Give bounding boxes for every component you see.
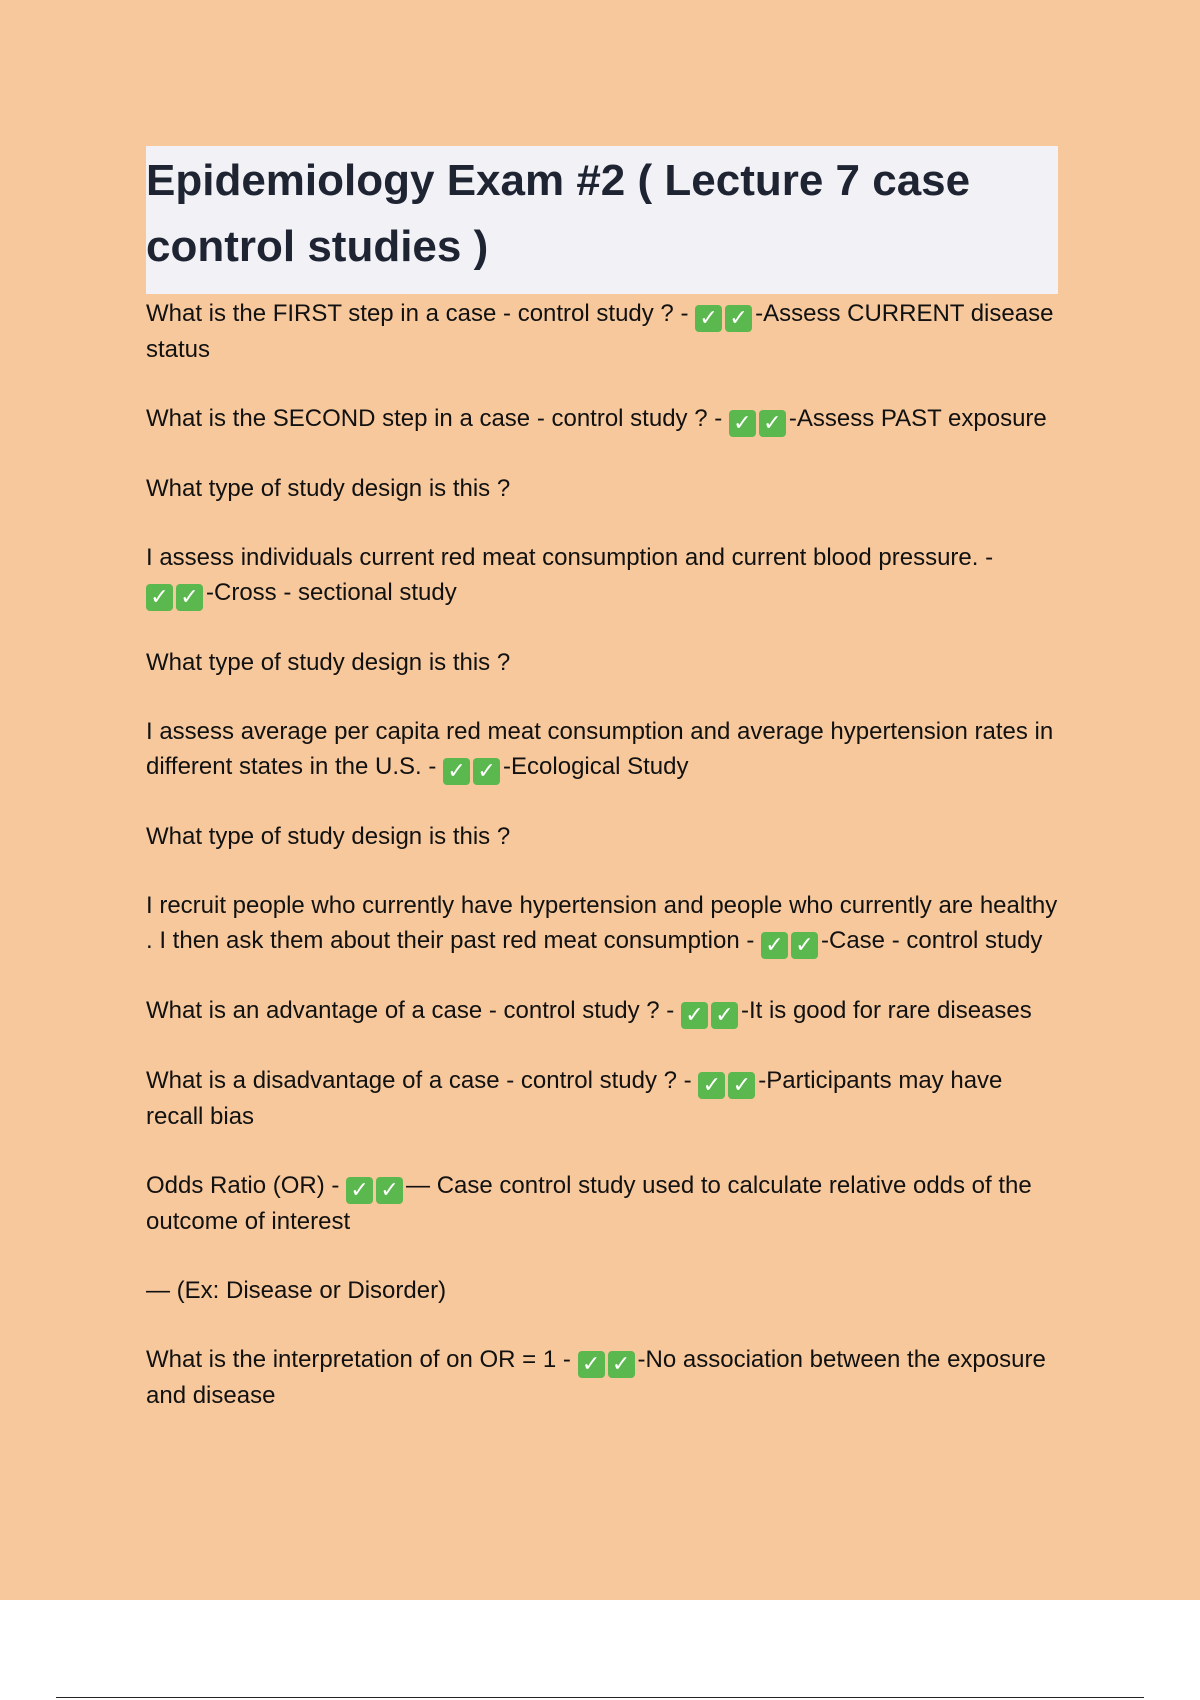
entry-answer: — Case control study used to calculate relative odds of the outcome of interest <box>146 1172 1032 1235</box>
answer-marker <box>443 753 503 784</box>
check-mark-icon: ✓ <box>725 305 752 332</box>
entry-question: What is the FIRST step in a case - control study ? - <box>146 300 696 327</box>
answer-marker <box>695 300 755 331</box>
qa-entry <box>146 645 1058 680</box>
entry-question: I assess individuals current red meat consumption and current blood pressure. - <box>146 544 994 571</box>
answer-marker <box>761 927 821 958</box>
qa-entry <box>146 1273 1058 1308</box>
entry-answer: -Case - control study <box>821 927 1043 954</box>
entry-question: What is an advantage of a case - control study ? - <box>146 997 681 1024</box>
answer-marker <box>681 997 741 1028</box>
qa-entry <box>146 993 1058 1029</box>
check-mark-icon: ✓ <box>791 932 818 959</box>
check-mark-icon: ✓ <box>761 932 788 959</box>
entry-question: I recruit people who currently have hypertension and people who currently are healthy . I then ask them about their past red meat consumption - <box>146 892 1058 954</box>
entry-answer: -It is good for rare diseases <box>740 997 1032 1024</box>
qa-entry <box>146 888 1058 959</box>
entry-answer: -Assess CURRENT disease status <box>146 300 1054 363</box>
check-mark-icon: ✓ <box>146 584 173 611</box>
answer-marker <box>146 579 206 610</box>
check-mark-icon: ✓ <box>578 1351 605 1378</box>
entry-question: What type of study design is this ? <box>146 823 511 850</box>
qa-entry <box>146 714 1058 785</box>
qa-entry <box>146 1168 1058 1239</box>
document-title: Epidemiology Exam #2 ( Lecture 7 case control studies ) <box>146 156 971 271</box>
entry-answer: -Cross - sectional study <box>206 579 457 606</box>
entry-question: What type of study design is this ? <box>146 649 511 676</box>
entry-answer: -Assess PAST exposure <box>788 405 1047 432</box>
qa-entry <box>146 1063 1058 1134</box>
answer-marker <box>698 1067 758 1098</box>
check-mark-icon: ✓ <box>698 1072 725 1099</box>
entry-answer: -No association between the exposure and disease <box>146 1346 1046 1409</box>
qa-entry <box>146 1342 1058 1413</box>
check-mark-icon: ✓ <box>608 1351 635 1378</box>
entry-answer: -Participants may have recall bias <box>146 1067 1003 1130</box>
title-box <box>146 146 1058 294</box>
qa-entry <box>146 401 1058 437</box>
entry-answer: -Ecological Study <box>503 753 689 780</box>
qa-entry <box>146 296 1058 367</box>
answer-marker <box>729 405 789 436</box>
check-mark-icon: ✓ <box>681 1002 708 1029</box>
qa-entry <box>146 540 1058 611</box>
document-content <box>146 146 1058 1447</box>
qa-list <box>146 296 1058 1413</box>
check-mark-icon: ✓ <box>473 758 500 785</box>
qa-entry <box>146 819 1058 854</box>
check-mark-icon: ✓ <box>759 410 786 437</box>
check-mark-icon: ✓ <box>376 1177 403 1204</box>
entry-question: — (Ex: Disease or Disorder) <box>146 1277 447 1304</box>
entry-question: What type of study design is this ? <box>146 475 511 502</box>
answer-marker <box>346 1172 406 1203</box>
answer-marker <box>578 1346 638 1377</box>
entry-question: I assess average per capita red meat consumption and average hypertension rates in different states in the U.S. - <box>146 718 1054 780</box>
qa-entry <box>146 471 1058 506</box>
check-mark-icon: ✓ <box>443 758 470 785</box>
check-mark-icon: ✓ <box>728 1072 755 1099</box>
footer-divider <box>56 1697 1144 1698</box>
check-mark-icon: ✓ <box>346 1177 373 1204</box>
check-mark-icon: ✓ <box>695 305 722 332</box>
check-mark-icon: ✓ <box>729 410 756 437</box>
entry-question: What is a disadvantage of a case - control study ? - <box>146 1067 699 1094</box>
check-mark-icon: ✓ <box>711 1002 738 1029</box>
entry-question: What is the interpretation of on OR = 1 - <box>146 1346 578 1373</box>
entry-question: Odds Ratio (OR) - <box>146 1172 347 1199</box>
check-mark-icon: ✓ <box>176 584 203 611</box>
entry-question: What is the SECOND step in a case - control study ? - <box>146 405 729 432</box>
